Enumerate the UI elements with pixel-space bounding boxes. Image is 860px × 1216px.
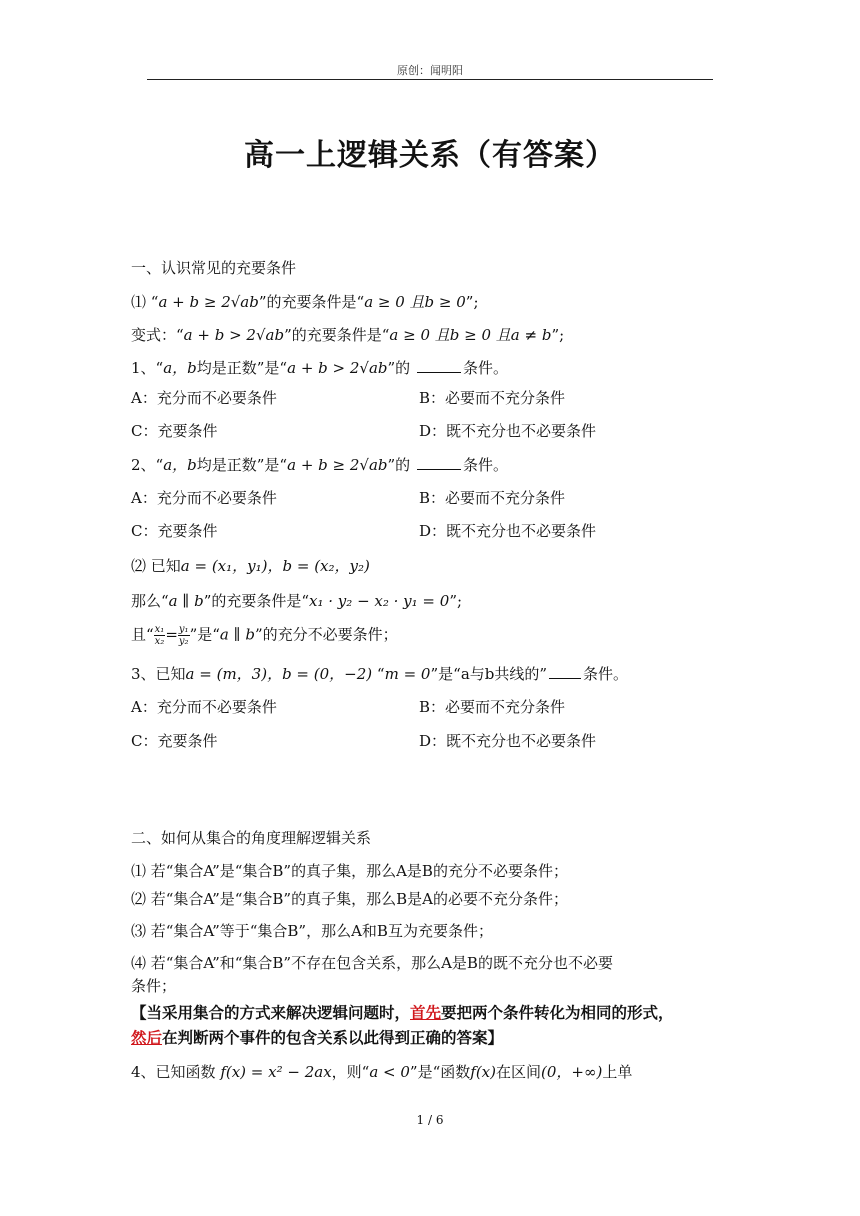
answer-blank: [417, 358, 461, 373]
q1-option-c: C：充要条件: [131, 422, 218, 440]
question-1: 1、“a，b均是正数”是“a + b > 2√ab”的 条件。: [131, 359, 508, 377]
section1-heading: 一、认识常见的充要条件: [131, 259, 297, 277]
section1-p1: ⑴ “a + b ≥ 2√ab”的充要条件是“a ≥ 0 且b ≥ 0”;: [131, 293, 479, 311]
section2-item-1: ⑴ 若“集合A”是“集合B”的真子集，那么A是B的充分不必要条件；: [131, 862, 568, 880]
fraction-x: $\frac{\text{x₁}}{\text{x₂}}$: [154, 624, 165, 647]
fraction-y: $\frac{\text{y₁}}{\text{y₂}}$: [178, 624, 189, 647]
section1-p3: ⑵ 已知a = (x₁，y₁)，b = (x₂，y₂): [131, 557, 370, 575]
q2-option-d: D：既不充分也不必要条件: [419, 522, 597, 540]
section1-p4: 那么“a ∥ b”的充要条件是“x₁ · y₂ − x₂ · y₁ = 0”;: [131, 592, 463, 610]
section2-note-line2: 然后在判断两个事件的包含关系以此得到正确的答案】: [131, 1028, 504, 1047]
section1-p5: 且“ $\frac{\text{x₁}}{\text{x₂}}$ = $\frac{\text{y₁}}{\text{y₂}}$ ”是“a ∥ b”的充分不必要条件；: [131, 624, 398, 647]
q2-option-a: A：充分而不必要条件: [131, 489, 277, 507]
q2-option-c: C：充要条件: [131, 522, 218, 540]
section2-note-line1: 【当采用集合的方式来解决逻辑问题时，首先要把两个条件转化为相同的形式，: [131, 1003, 674, 1022]
q1-option-d: D：既不充分也不必要条件: [419, 422, 597, 440]
q3-option-b: B：必要而不充分条件: [419, 698, 566, 716]
answer-blank: [549, 664, 581, 679]
document-title: 高一上逻辑关系（有答案）: [244, 138, 616, 173]
section2-heading: 二、如何从集合的角度理解逻辑关系: [131, 829, 372, 847]
q3-option-c: C：充要条件: [131, 732, 218, 750]
answer-blank: [417, 455, 461, 470]
q2-option-b: B：必要而不充分条件: [419, 489, 566, 507]
question-2: 2、“a，b均是正数”是“a + b ≥ 2√ab”的 条件。: [131, 456, 508, 474]
q3-option-a: A：充分而不必要条件: [131, 698, 277, 716]
q1-option-a: A：充分而不必要条件: [131, 389, 277, 407]
question-4: 4、已知函数 f(x) = x² − 2ax，则“a < 0”是“函数f(x)在区间(0，+∞)上单: [131, 1063, 633, 1081]
section2-item-4: ⑷ 若“集合A”和“集合B”不存在包含关系，那么A是B的既不充分也不必要: [131, 954, 613, 972]
section2-item-2: ⑵ 若“集合A”是“集合B”的真子集，那么B是A的必要不充分条件；: [131, 890, 568, 908]
page-header-author: 原创：闻明阳: [397, 64, 463, 77]
section2-item-4-cont: 条件；: [131, 977, 177, 995]
q1-option-b: B：必要而不充分条件: [419, 389, 566, 407]
section1-p2: 变式：“a + b > 2√ab”的充要条件是“a ≥ 0 且b ≥ 0 且a ≠ b”;: [131, 326, 565, 344]
header-rule: [147, 79, 713, 80]
q3-option-d: D：既不充分也不必要条件: [419, 732, 597, 750]
question-3: 3、已知a = (m，3)，b = (0，−2) “m = 0”是“a与b共线的” 条件。: [131, 665, 629, 683]
page-number: 1 / 6: [416, 1113, 444, 1127]
section2-item-3: ⑶ 若“集合A”等于“集合B”，那么A和B互为充要条件；: [131, 922, 493, 940]
